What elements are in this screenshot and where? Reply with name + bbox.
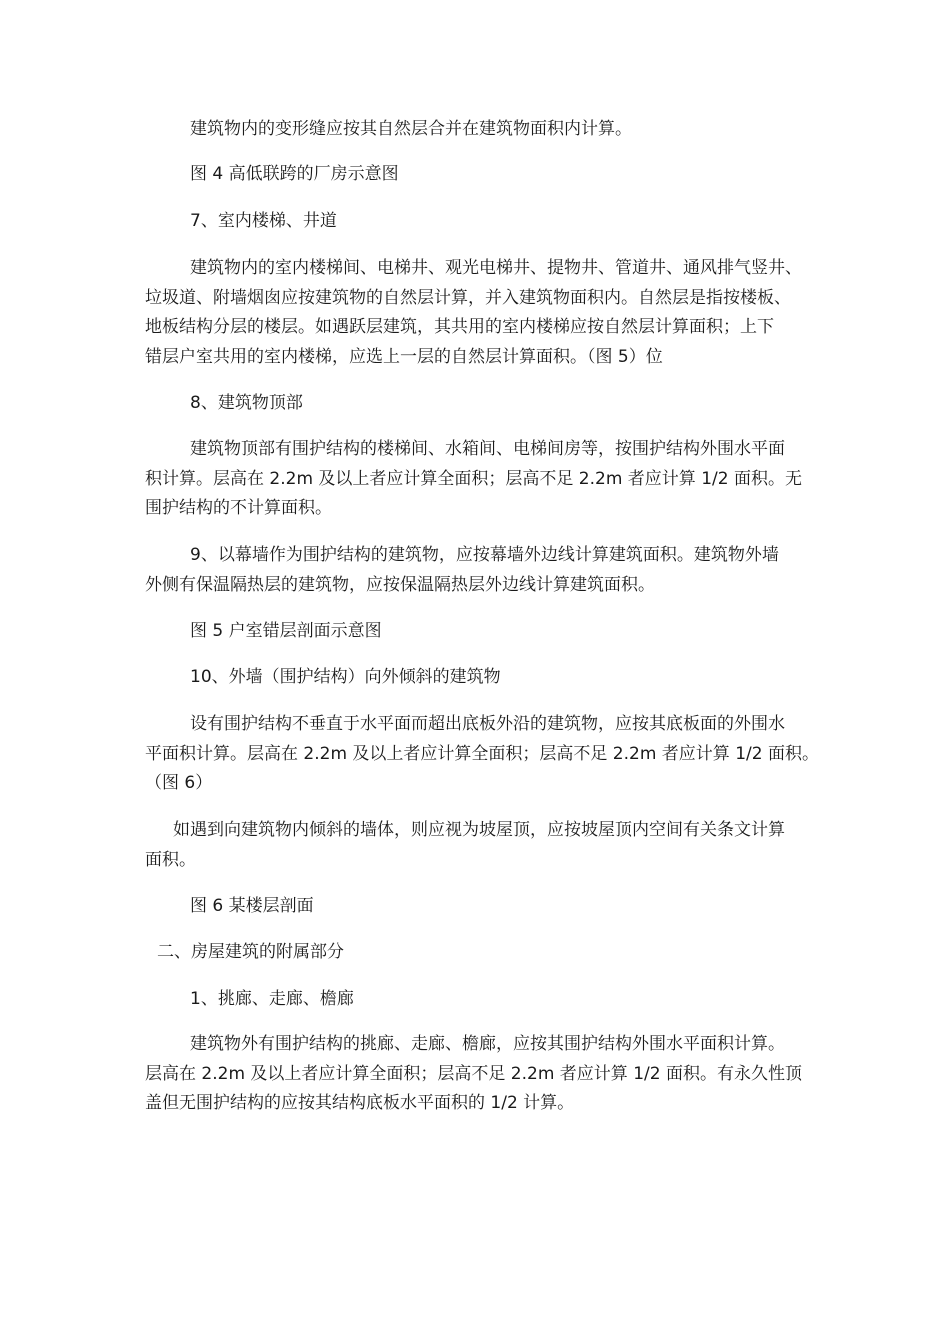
text-line: 8、建筑物顶部: [190, 393, 303, 413]
section-heading: [145, 985, 825, 1015]
section-heading: [145, 938, 825, 968]
figure-caption: [145, 160, 825, 190]
section-heading: [145, 389, 825, 419]
text-line: 盖但无围护结构的应按其结构底板水平面积的 1/2 计算。: [145, 1093, 575, 1113]
paragraph: [145, 435, 825, 524]
figure-caption: [145, 617, 825, 647]
paragraph: [145, 816, 825, 875]
text-line: 垃圾道、附墙烟囱应按建筑物的自然层计算，并入建筑物面积内。自然层是指按楼板、: [145, 287, 791, 308]
text-line: 平面积计算。层高在 2.2m 及以上者应计算全面积；层高不足 2.2m 者应计算 1/2 面积。: [145, 743, 819, 764]
text-line: 建筑物外有围护结构的挑廊、走廊、檐廊，应按其围护结构外围水平面积计算。: [190, 1034, 785, 1054]
text-line: （图 6）: [145, 773, 213, 793]
section-heading: [145, 207, 825, 237]
text-line: 10、外墙（围护结构）向外倾斜的建筑物: [190, 667, 501, 687]
text-line: 7、室内楼梯、井道: [190, 211, 337, 231]
text-line: 错层户室共用的室内楼梯，应选上一层的自然层计算面积。（图 5）位: [145, 346, 663, 367]
text-line: 建筑物顶部有围护结构的楼梯间、水箱间、电梯间房等，按围护结构外围水平面: [190, 439, 785, 459]
text-line: 二、房屋建筑的附属部分: [157, 942, 344, 962]
text-line: 如遇到向建筑物内倾斜的墙体，则应视为坡屋顶，应按坡屋顶内空间有关条文计算: [173, 820, 785, 840]
text-line: 层高在 2.2m 及以上者应计算全面积；层高不足 2.2m 者应计算 1/2 面积。有永久性顶: [145, 1063, 802, 1084]
paragraph: [145, 541, 825, 600]
text-line: 建筑物内的变形缝应按其自然层合并在建筑物面积内计算。: [190, 119, 632, 139]
paragraph: [145, 254, 825, 372]
text-line: 建筑物内的室内楼梯间、电梯井、观光电梯井、提物井、管道井、通风排气竖井、: [190, 258, 802, 278]
text-line: 图 5 户室错层剖面示意图: [190, 621, 382, 641]
text-line: 面积。: [145, 849, 196, 870]
text-line: 9、以幕墙作为围护结构的建筑物，应按幕墙外边线计算建筑面积。建筑物外墙: [190, 545, 779, 565]
text-line: 设有围护结构不垂直于水平面而超出底板外沿的建筑物，应按其底板面的外围水: [190, 714, 785, 734]
figure-caption: [145, 892, 825, 922]
text-line: 图 6 某楼层剖面: [190, 896, 314, 916]
paragraph: [145, 1030, 825, 1119]
text-line: 1、挑廊、走廊、檐廊: [190, 989, 354, 1009]
text-line: 围护结构的不计算面积。: [145, 498, 332, 518]
text-line: 图 4 高低联跨的厂房示意图: [190, 164, 399, 184]
section-heading: [145, 663, 825, 693]
text-line: 外侧有保温隔热层的建筑物，应按保温隔热层外边线计算建筑面积。: [145, 574, 655, 595]
paragraph: [145, 710, 825, 799]
text-line: 地板结构分层的楼层。如遇跃层建筑，其共用的室内楼梯应按自然层计算面积；上下: [145, 317, 774, 337]
text-line: 积计算。层高在 2.2m 及以上者应计算全面积；层高不足 2.2m 者应计算 1/2 面积。无: [145, 468, 802, 489]
paragraph: [145, 115, 825, 145]
